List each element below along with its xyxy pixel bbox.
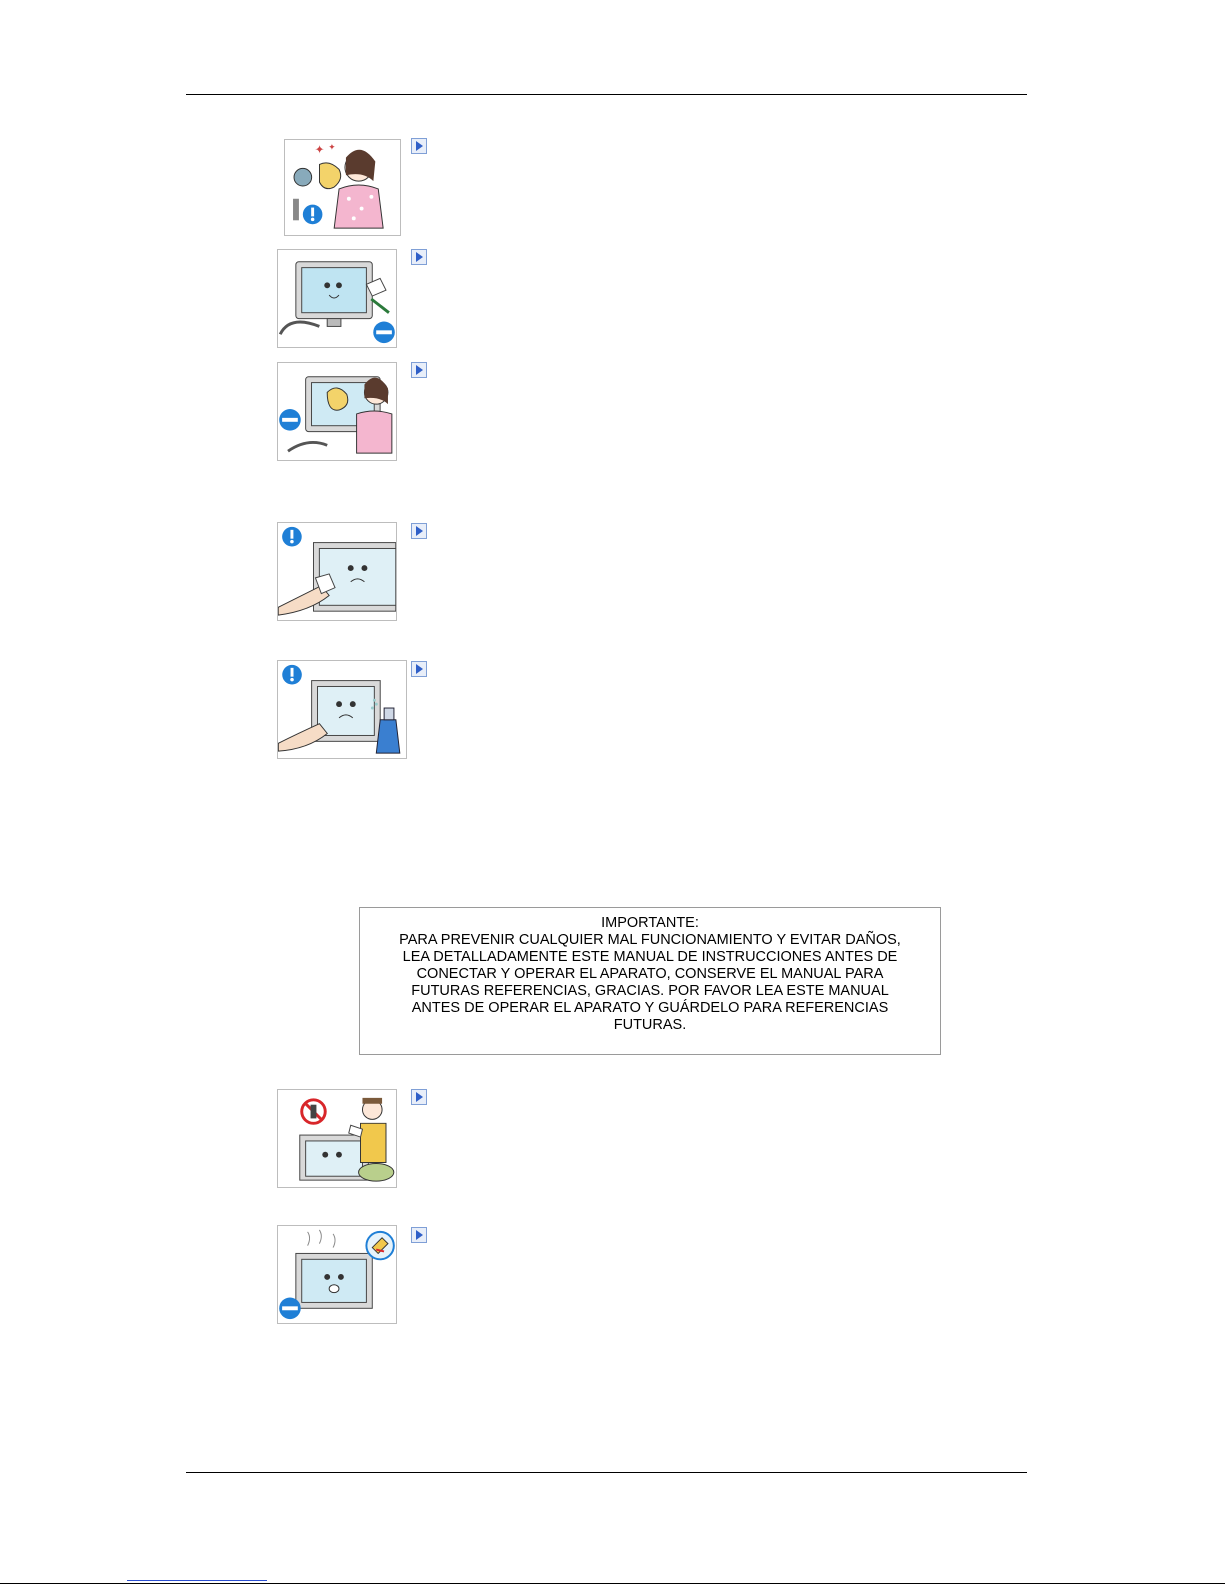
- bullet-arrow-icon: [411, 138, 427, 154]
- svg-text:✦: ✦: [328, 142, 336, 153]
- footer-rule: [186, 1472, 1027, 1473]
- bullet-arrow-icon: [411, 523, 427, 539]
- unplug-before-cleaning-illustration: [277, 249, 397, 348]
- bullet-arrow-icon: [411, 362, 427, 378]
- wipe-screen-illustration: [277, 362, 397, 461]
- svg-text:✦: ✦: [314, 142, 325, 157]
- cleaning-plug-illustration: [284, 139, 401, 236]
- notice-line: IMPORTANTE:: [601, 915, 699, 931]
- no-disassembly-illustration: [277, 1089, 397, 1188]
- bullet-arrow-icon: [411, 249, 427, 265]
- notice-line: FUTURAS REFERENCIAS, GRACIAS. POR FAVOR LEA ESTE MANUAL: [411, 983, 889, 999]
- bullet-arrow-icon: [411, 1089, 427, 1105]
- notice-line: ANTES DE OPERAR EL APARATO Y GUÁRDELO PARA REFERENCIAS: [411, 1000, 889, 1016]
- important-notice-box: [359, 907, 941, 1055]
- bullet-arrow-icon: [411, 661, 427, 677]
- page-bottom-edge: [0, 1583, 1225, 1584]
- notice-line: PARA PREVENIR CUALQUIER MAL FUNCIONAMIENTO Y EVITAR DAÑOS,: [399, 932, 901, 948]
- wipe-with-cloth-caution-illustration: [277, 522, 397, 621]
- notice-line: LEA DETALLADAMENTE ESTE MANUAL DE INSTRUCCIONES ANTES DE: [402, 949, 898, 965]
- notice-line: CONECTAR Y OPERAR EL APARATO, CONSERVE EL MANUAL PARA: [416, 966, 884, 982]
- notice-line: FUTURAS.: [613, 1017, 687, 1033]
- page-link-underline[interactable]: [127, 1580, 267, 1581]
- no-spray-cleaner-illustration: [277, 660, 407, 759]
- smoke-unplug-illustration: [277, 1225, 397, 1324]
- header-rule: [186, 94, 1027, 95]
- bullet-arrow-icon: [411, 1227, 427, 1243]
